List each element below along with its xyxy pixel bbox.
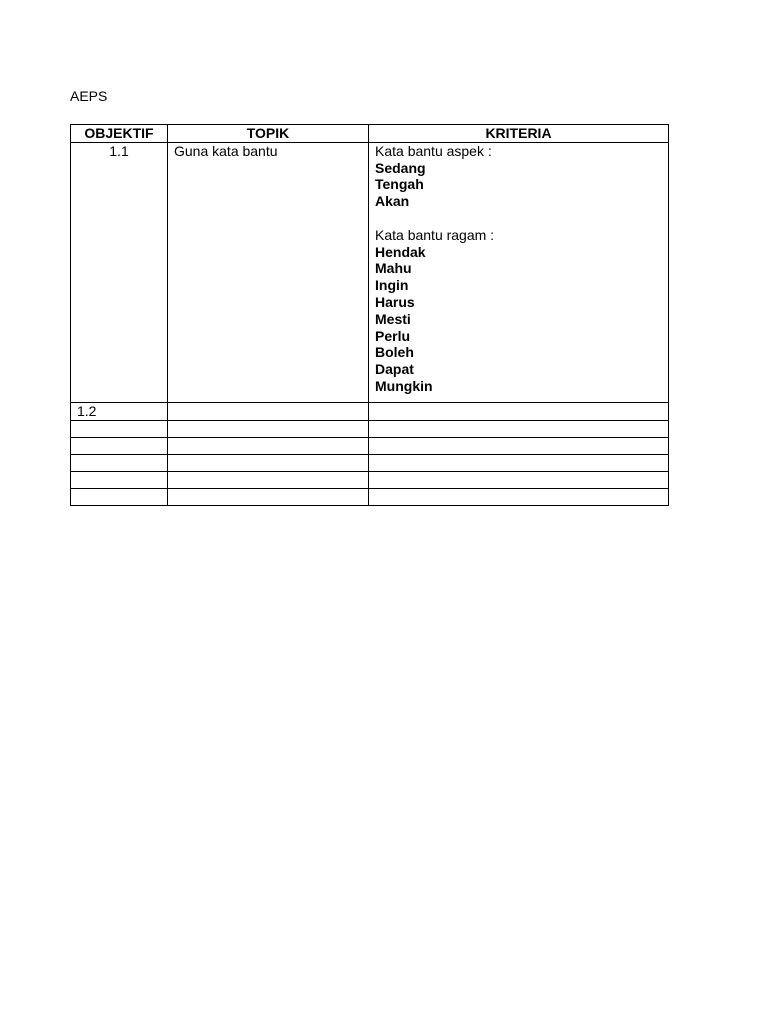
ragam-item: Perlu xyxy=(375,327,411,344)
ragam-item: Mahu xyxy=(375,260,412,277)
table-row xyxy=(71,471,669,488)
empty-cell xyxy=(369,437,669,454)
aspek-item: Akan xyxy=(375,193,410,210)
cell-topik xyxy=(168,402,369,420)
empty-cell xyxy=(369,488,669,505)
empty-cell xyxy=(369,454,669,471)
empty-cell xyxy=(168,471,369,488)
aspek-item: Sedang xyxy=(375,159,426,176)
ragam-item: Hendak xyxy=(375,243,426,260)
ragam-item: Mungkin xyxy=(375,377,433,394)
empty-cell xyxy=(369,420,669,437)
cell-kriteria xyxy=(369,402,669,420)
header-topik: TOPIK xyxy=(168,125,369,143)
aspek-item: Tengah xyxy=(375,176,424,193)
table-row xyxy=(71,402,669,420)
empty-cell xyxy=(71,471,168,488)
empty-cell xyxy=(168,420,369,437)
cell-kriteria xyxy=(369,142,669,402)
table-row xyxy=(71,437,669,454)
ragam-item: Harus xyxy=(375,293,415,310)
empty-cell xyxy=(71,488,168,505)
ragam-item: Boleh xyxy=(375,344,414,361)
aspek-label: Kata bantu aspek : xyxy=(375,142,492,159)
cell-objektif: 1.2 xyxy=(71,402,168,420)
ragam-label: Kata bantu ragam : xyxy=(375,226,495,243)
empty-cell xyxy=(71,420,168,437)
table-row xyxy=(71,142,669,402)
table-header-row xyxy=(71,125,669,143)
empty-cell xyxy=(71,437,168,454)
ragam-item: Dapat xyxy=(375,361,414,378)
empty-cell xyxy=(168,437,369,454)
header-objektif: OBJEKTIF xyxy=(71,125,168,143)
table-row xyxy=(71,488,669,505)
empty-cell xyxy=(369,471,669,488)
table-row xyxy=(71,454,669,471)
cell-topik: Guna kata bantu xyxy=(168,142,369,402)
ragam-item: Ingin xyxy=(375,277,409,294)
empty-cell xyxy=(168,488,369,505)
document-title: AEPS xyxy=(70,88,108,104)
spacer xyxy=(375,210,662,227)
empty-cell xyxy=(71,454,168,471)
cell-objektif: 1.1 xyxy=(71,142,168,402)
header-kriteria: KRITERIA xyxy=(369,125,669,143)
criteria-table xyxy=(70,124,669,506)
table-row xyxy=(71,420,669,437)
empty-cell xyxy=(168,454,369,471)
ragam-item: Mesti xyxy=(375,310,411,327)
